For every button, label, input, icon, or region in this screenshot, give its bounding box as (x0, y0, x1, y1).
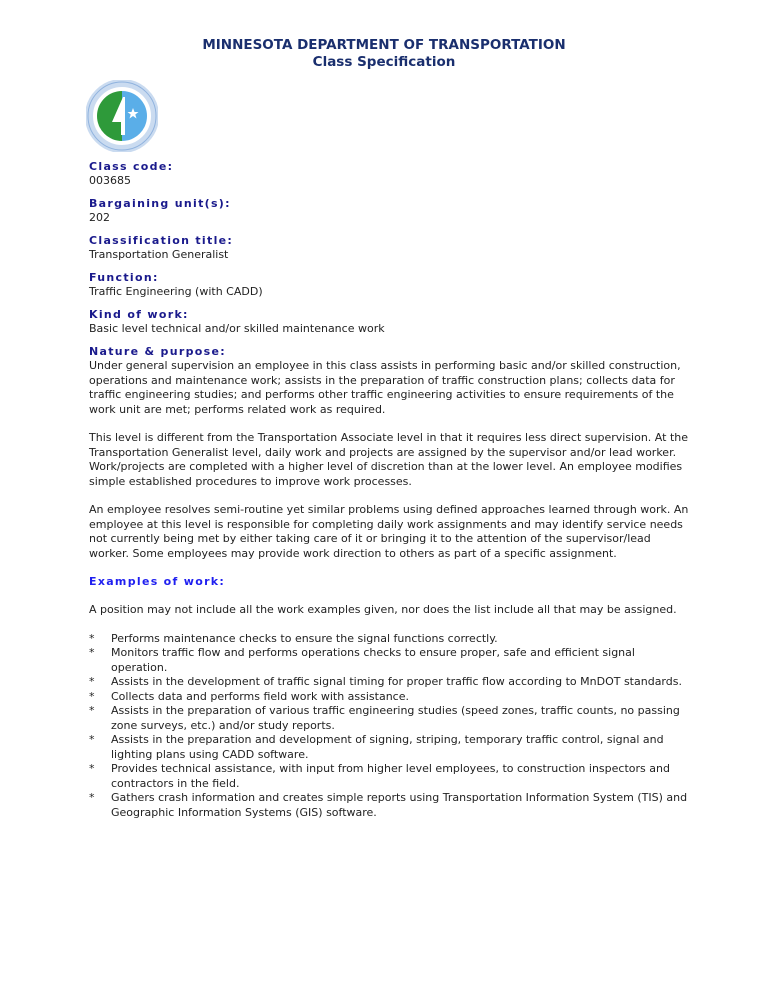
examples-intro: A position may not include all the work examples given, nor does the list include all that may be assigned. (89, 603, 677, 616)
field-value: Transportation Generalist (89, 248, 229, 261)
field-value: Traffic Engineering (with CADD) (89, 285, 263, 298)
bullet-star-icon: * (89, 791, 95, 804)
field-bargaining-unit (89, 197, 689, 225)
list-item: * Provides technical assistance, with input from higher level employees, to construction inspectors and contractors in the field. (89, 762, 670, 790)
field-label: Bargaining unit(s): (89, 197, 231, 210)
list-item: * Monitors traffic flow and performs operations checks to ensure proper, safe and efficient signal operation. (89, 646, 635, 674)
mndot-seal-icon (86, 80, 158, 152)
field-label: Function: (89, 271, 159, 284)
field-value: 202 (89, 211, 110, 224)
list-item: * Assists in the development of traffic signal timing for proper traffic flow according to MnDOT standards. (89, 675, 682, 688)
bullet-star-icon: * (89, 631, 95, 645)
examples-list (89, 632, 689, 821)
doc-subtitle: Class Specification (312, 54, 456, 70)
field-value: 003685 (89, 174, 131, 187)
field-classification-title (89, 234, 689, 262)
field-label: Class code: (89, 160, 174, 173)
bullet-star-icon: * (89, 646, 95, 659)
section-label: Nature & purpose: (89, 345, 226, 358)
section-label: Examples of work: (89, 575, 226, 588)
section-nature-purpose (89, 345, 689, 561)
section-examples-of-work (89, 575, 689, 820)
field-class-code (89, 160, 689, 188)
bullet-star-icon: * (89, 675, 95, 688)
list-item: * Assists in the preparation of various traffic engineering studies (speed zones, traffic counts, no passing zone surveys, etc.) and/or study reports. (89, 704, 680, 732)
paragraph: This level is different from the Transportation Associate level in that it requires less direct supervision. At the Transportation Generalist level, daily work and projects are assigned by the supervisor and/or lead worker. Work/projects are completed with a higher level of discretion than at the lower level. An employee modifies simple established procedures to improve work processes. (89, 431, 688, 488)
org-title: MINNESOTA DEPARTMENT OF TRANSPORTATION (202, 37, 566, 53)
bullet-star-icon: * (89, 733, 95, 746)
bullet-star-icon: * (89, 704, 95, 717)
field-function (89, 271, 689, 299)
field-label: Kind of work: (89, 308, 189, 321)
field-kind-of-work (89, 308, 689, 336)
document-header (0, 37, 768, 71)
paragraph: An employee resolves semi-routine yet similar problems using defined approaches learned through work. An employee at this level is responsible for completing daily work assignments and may identify service needs not currently being met by either taking care of it or bringing it to the attention of the supervisor/lead worker. Some employees may provide work direction to others as part of a specific assignment. (89, 503, 689, 560)
field-value: Basic level technical and/or skilled maintenance work (89, 322, 385, 335)
field-label: Classification title: (89, 234, 234, 247)
document-body (89, 160, 689, 820)
paragraph: Under general supervision an employee in this class assists in performing basic and/or skilled construction, operations and maintenance work; assists in the preparation of traffic construction plans; collects data for traffic engineering studies; and performs other traffic engineering activities to ensure requirements of the work unit are met; performs related work as required. (89, 359, 681, 416)
list-item: * Assists in the preparation and development of signing, striping, temporary traffic control, signal and lighting plans using CADD software. (89, 733, 664, 761)
list-item: * Performs maintenance checks to ensure the signal functions correctly. (89, 631, 498, 645)
bullet-star-icon: * (89, 762, 95, 775)
bullet-star-icon: * (89, 689, 95, 703)
list-item: * Collects data and performs field work with assistance. (89, 689, 409, 703)
list-item: * Gathers crash information and creates simple reports using Transportation Information System (TIS) and Geographic Information Systems (GIS) software. (89, 791, 688, 819)
